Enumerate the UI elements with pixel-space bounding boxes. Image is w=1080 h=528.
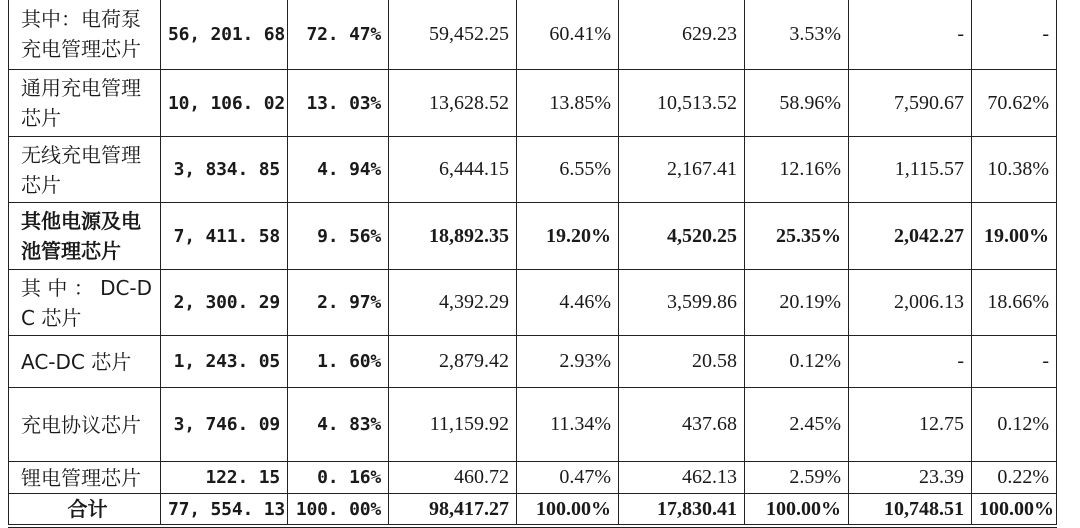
cell-amount: 12.75 — [849, 388, 972, 462]
cell-percent: 12.16% — [745, 137, 849, 203]
cell-percent: 6.55% — [517, 137, 619, 203]
cell-amount: 437.68 — [619, 388, 745, 462]
cell-amount: 4,520.25 — [619, 203, 745, 270]
cell-percent: 100. 00% — [288, 494, 389, 527]
cell-amount: 7,590.67 — [849, 70, 972, 137]
table-row — [9, 0, 1057, 70]
cell-amount: 59,452.25 — [389, 0, 517, 70]
cell-amount: 23.39 — [849, 462, 972, 494]
cell-percent: 4. 83% — [288, 388, 389, 462]
cell-percent: 2.93% — [517, 336, 619, 388]
row-label: 锂电管理芯片 — [9, 462, 161, 494]
cell-percent: 100.00% — [745, 494, 849, 527]
cell-amount: 10,513.52 — [619, 70, 745, 137]
row-label: AC-DC 芯片 — [9, 336, 161, 388]
cell-amount: 629.23 — [619, 0, 745, 70]
row-label: 其他电源及电池管理芯片 — [9, 203, 161, 270]
cell-percent: 18.66% — [972, 270, 1057, 336]
cell-percent: 0.22% — [972, 462, 1057, 494]
cell-amount: 13,628.52 — [389, 70, 517, 137]
cell-percent: 60.41% — [517, 0, 619, 70]
cell-percent: 25.35% — [745, 203, 849, 270]
row-label-total: 合计 — [9, 494, 161, 527]
cell-amount: 98,417.27 — [389, 494, 517, 527]
revenue-table — [8, 0, 1057, 528]
cell-percent: - — [972, 336, 1057, 388]
cell-amount: 4,392.29 — [389, 270, 517, 336]
cell-amount: 7, 411. 58 — [161, 203, 288, 270]
cell-percent: 3.53% — [745, 0, 849, 70]
cell-amount: 3,599.86 — [619, 270, 745, 336]
cell-amount: 17,830.41 — [619, 494, 745, 527]
cell-amount: 18,892.35 — [389, 203, 517, 270]
cell-amount: - — [849, 336, 972, 388]
cell-amount: 11,159.92 — [389, 388, 517, 462]
cell-amount: 56, 201. 68 — [161, 0, 288, 70]
cell-amount: 6,444.15 — [389, 137, 517, 203]
cell-amount: 2, 300. 29 — [161, 270, 288, 336]
cell-amount: 2,006.13 — [849, 270, 972, 336]
cell-percent: 10.38% — [972, 137, 1057, 203]
cell-percent: 2. 97% — [288, 270, 389, 336]
cell-percent: 70.62% — [972, 70, 1057, 137]
cell-percent: 100.00% — [972, 494, 1057, 527]
cell-percent: - — [972, 0, 1057, 70]
row-label: 充电协议芯片 — [9, 388, 161, 462]
cell-amount: 77, 554. 13 — [161, 494, 288, 527]
cell-percent: 72. 47% — [288, 0, 389, 70]
cell-amount: 1, 243. 05 — [161, 336, 288, 388]
cell-percent: 9. 56% — [288, 203, 389, 270]
cell-amount: 10,748.51 — [849, 494, 972, 527]
table-row — [9, 388, 1057, 462]
cell-percent: 0. 16% — [288, 462, 389, 494]
cell-amount: 122. 15 — [161, 462, 288, 494]
financial-table-container — [8, 0, 1056, 528]
cell-amount: 10, 106. 02 — [161, 70, 288, 137]
cell-percent: 2.45% — [745, 388, 849, 462]
table-row — [9, 462, 1057, 494]
cell-percent: 4. 94% — [288, 137, 389, 203]
cell-percent: 19.20% — [517, 203, 619, 270]
cell-amount: 2,879.42 — [389, 336, 517, 388]
table-row — [9, 270, 1057, 336]
cell-amount: 460.72 — [389, 462, 517, 494]
row-label: 无线充电管理芯片 — [9, 137, 161, 203]
cell-amount: 462.13 — [619, 462, 745, 494]
cell-percent: 0.12% — [972, 388, 1057, 462]
cell-percent: 20.19% — [745, 270, 849, 336]
cell-amount: 3, 746. 09 — [161, 388, 288, 462]
cell-percent: 0.12% — [745, 336, 849, 388]
cell-percent: 13. 03% — [288, 70, 389, 137]
cell-amount: - — [849, 0, 972, 70]
cell-percent: 19.00% — [972, 203, 1057, 270]
table-row — [9, 336, 1057, 388]
cell-percent: 13.85% — [517, 70, 619, 137]
cell-percent: 4.46% — [517, 270, 619, 336]
row-label: 其中：电荷泵充电管理芯片 — [9, 0, 161, 70]
cell-percent: 58.96% — [745, 70, 849, 137]
table-row — [9, 203, 1057, 270]
cell-percent: 2.59% — [745, 462, 849, 494]
table-row — [9, 70, 1057, 137]
cell-amount: 2,167.41 — [619, 137, 745, 203]
row-label: 通用充电管理芯片 — [9, 70, 161, 137]
cell-percent: 100.00% — [517, 494, 619, 527]
table-row — [9, 137, 1057, 203]
cell-percent: 1. 60% — [288, 336, 389, 388]
cell-amount: 3, 834. 85 — [161, 137, 288, 203]
cell-percent: 0.47% — [517, 462, 619, 494]
table-row-total — [9, 494, 1057, 527]
cell-amount: 2,042.27 — [849, 203, 972, 270]
cell-percent: 11.34% — [517, 388, 619, 462]
row-label: 其 中 ： DC-DC 芯片 — [9, 270, 161, 336]
cell-amount: 20.58 — [619, 336, 745, 388]
cell-amount: 1,115.57 — [849, 137, 972, 203]
